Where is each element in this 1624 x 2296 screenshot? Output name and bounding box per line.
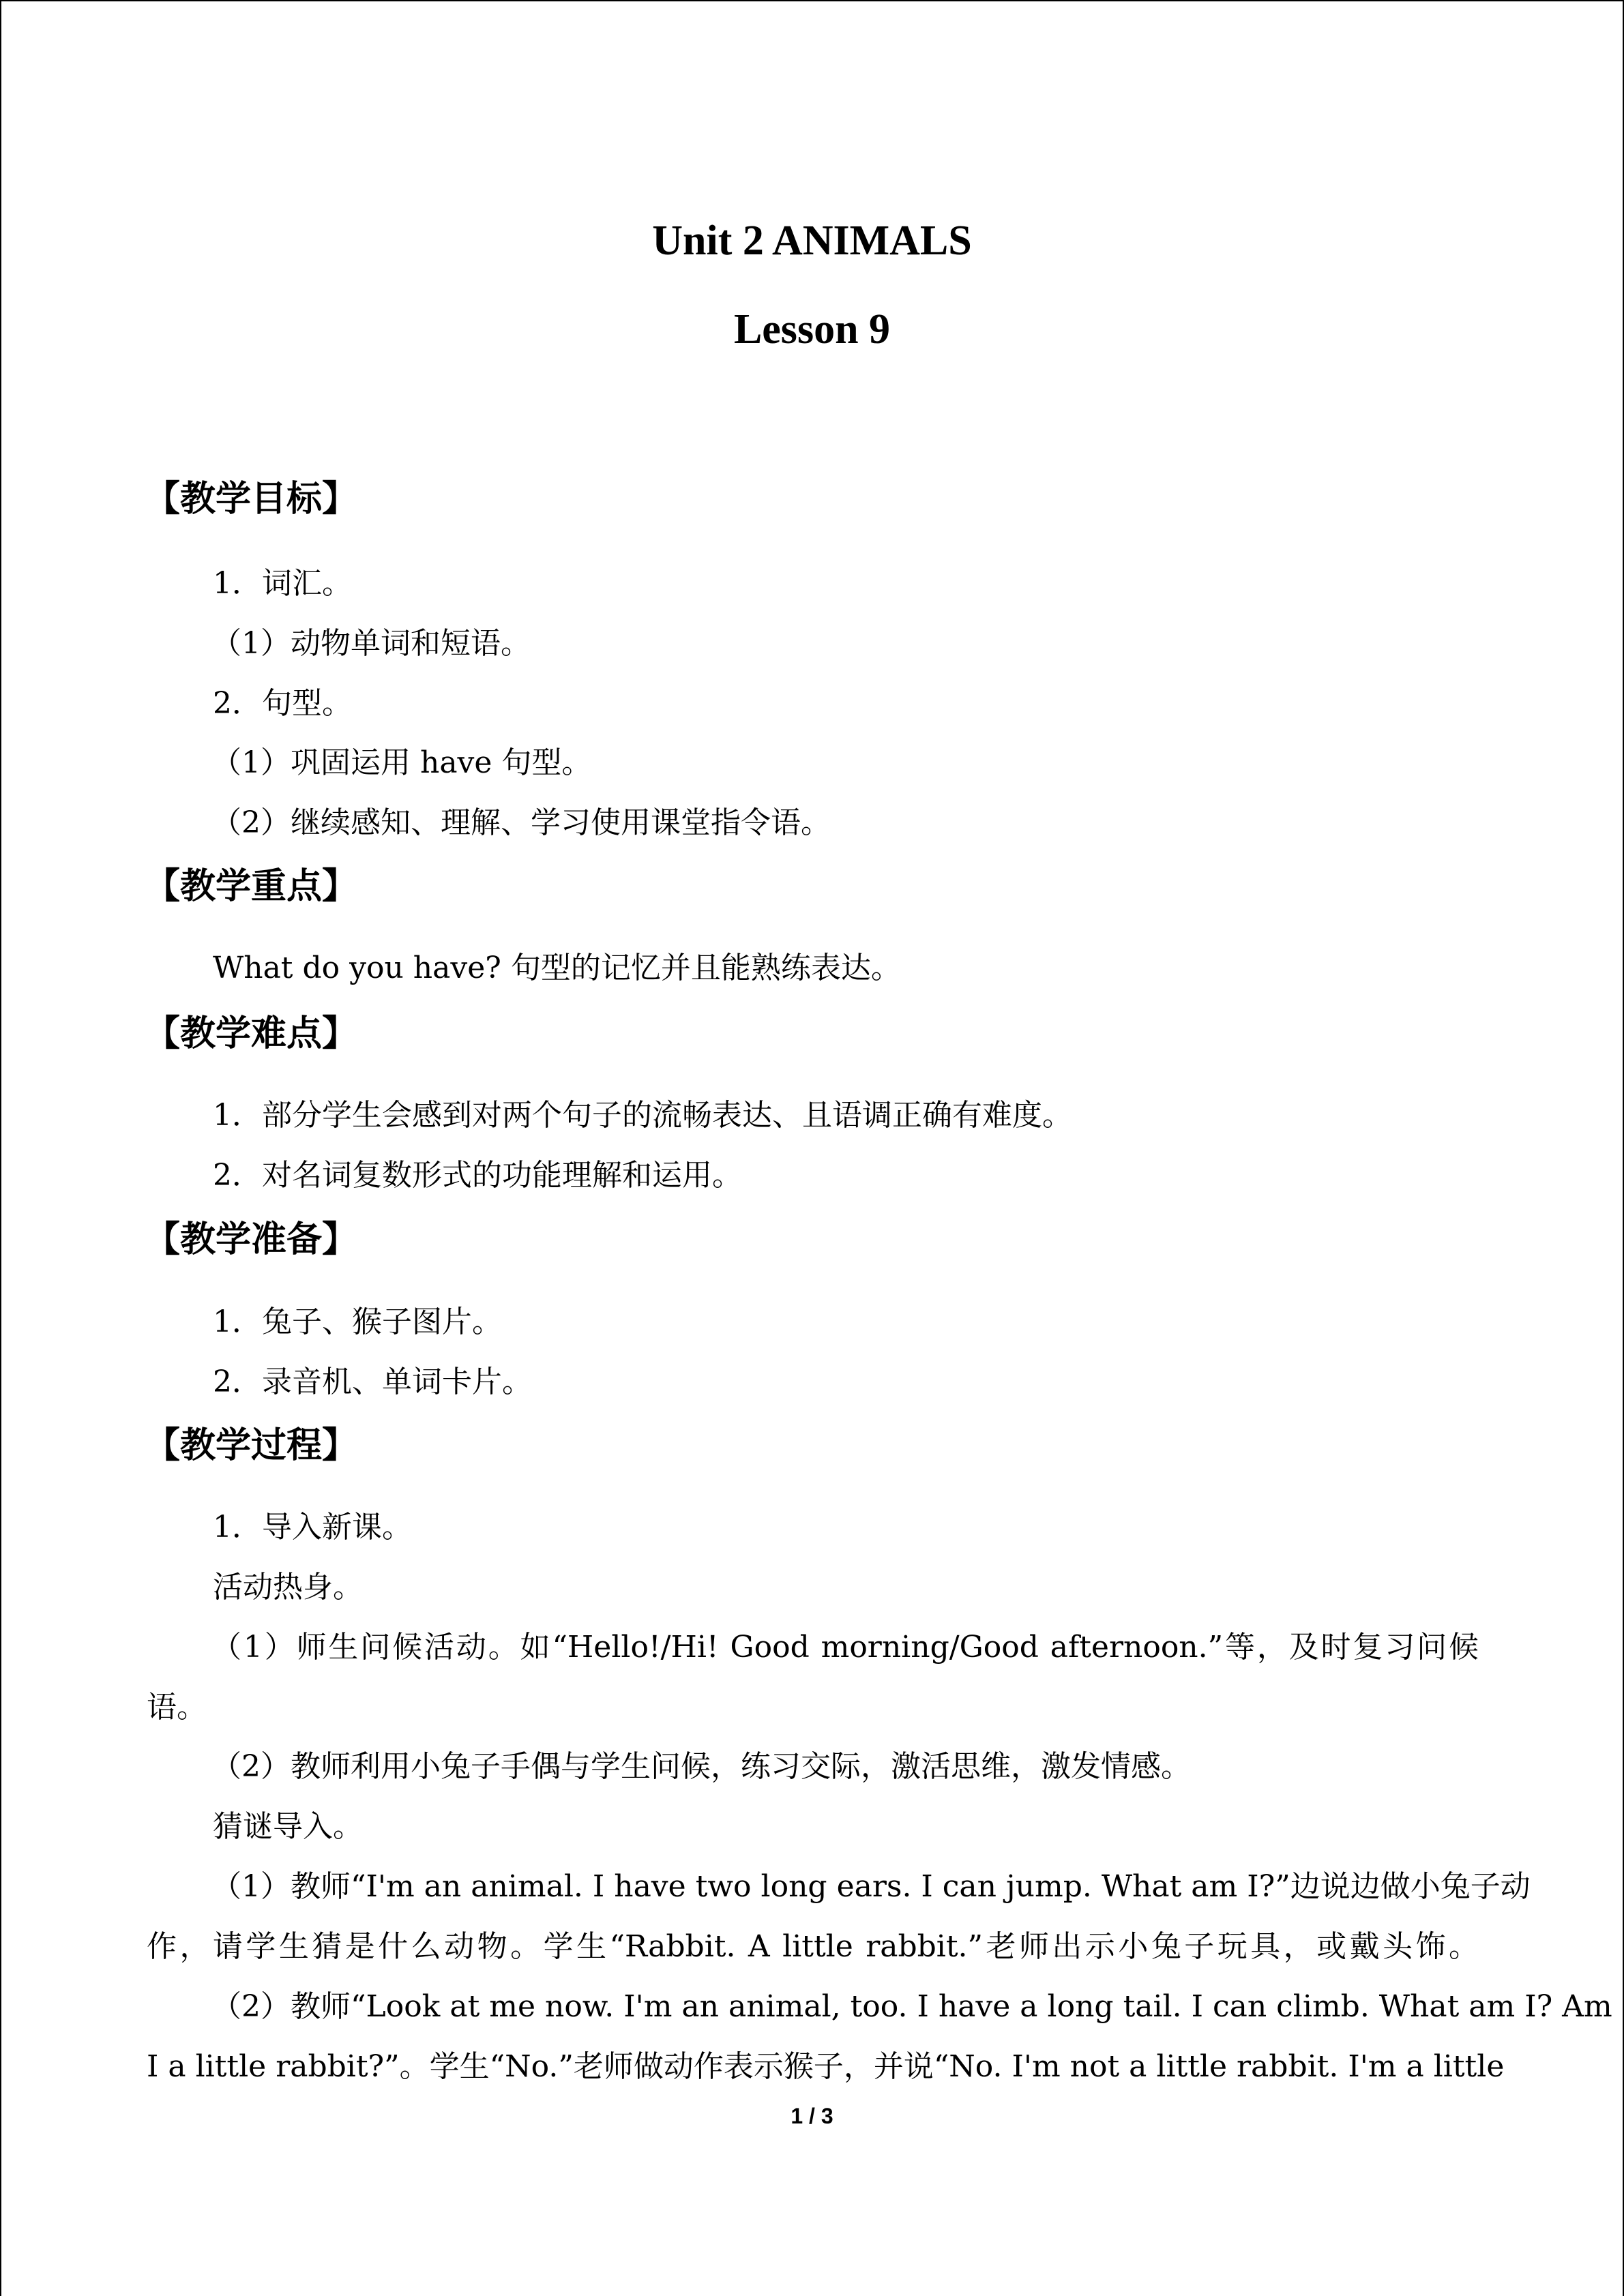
process-line: 1．导入新课。 [213, 1510, 412, 1545]
difficulties-line: 2．对名词复数形式的功能理解和运用。 [213, 1158, 742, 1193]
process-line: 活动热身。 [213, 1570, 363, 1605]
document-title: Unit 2 ANIMALS [652, 218, 972, 264]
process-line: （1）师生问候活动。如“Hello!/Hi! Good morning/Good afternoon.”等，及时复习问候 [211, 1630, 1479, 1665]
lesson-title: Lesson 9 [733, 306, 891, 353]
process-line: I a little rabbit?”。学生“No.”老师做动作表示猴子，并说“No. I'm not a little rabbit. I'm a little [147, 2049, 1505, 2084]
page-border-top [0, 0, 1624, 1]
preparation-line: 1．兔子、猴子图片。 [213, 1304, 502, 1339]
objectives-line: （2）继续感知、理解、学习使用课堂指令语。 [211, 805, 831, 840]
process-line: 作，请学生猜是什么动物。学生“Rabbit. A little rabbit.”老师出示小兔子玩具，或戴头饰。 [147, 1929, 1479, 1964]
objectives-line: （1）巩固运用 have 句型。 [211, 745, 592, 780]
process-line: 语。 [147, 1690, 207, 1725]
difficulties-line: 1．部分学生会感到对两个句子的流畅表达、且语调正确有难度。 [213, 1098, 1072, 1133]
process-line: （2）教师“Look at me now. I'm an animal, too. I have a long tail. I can climb. What am I? Am [211, 1989, 1612, 2024]
objectives-line: 2．句型。 [213, 686, 352, 721]
section-heading-key-points: 【教学重点】 [145, 866, 358, 907]
key-points-line: What do you have? 句型的记忆并且能熟练表达。 [213, 951, 901, 985]
page-number: 1 / 3 [791, 2104, 833, 2128]
objectives-line: 1．词汇。 [213, 566, 352, 601]
section-heading-difficulties: 【教学难点】 [145, 1013, 358, 1054]
process-line: 猜谜导入。 [213, 1809, 363, 1844]
section-heading-process: 【教学过程】 [145, 1425, 358, 1466]
objectives-line: （1）动物单词和短语。 [211, 626, 531, 661]
section-heading-objectives: 【教学目标】 [145, 479, 358, 520]
section-heading-preparation: 【教学准备】 [145, 1219, 358, 1260]
process-line: （2）教师利用小兔子手偶与学生问候，练习交际，激活思维，激发情感。 [211, 1749, 1191, 1784]
preparation-line: 2．录音机、单词卡片。 [213, 1365, 532, 1399]
process-line: （1）教师“I'm an animal. I have two long ears. I can jump. What am I?”边说边做小兔子动 [211, 1869, 1531, 1904]
